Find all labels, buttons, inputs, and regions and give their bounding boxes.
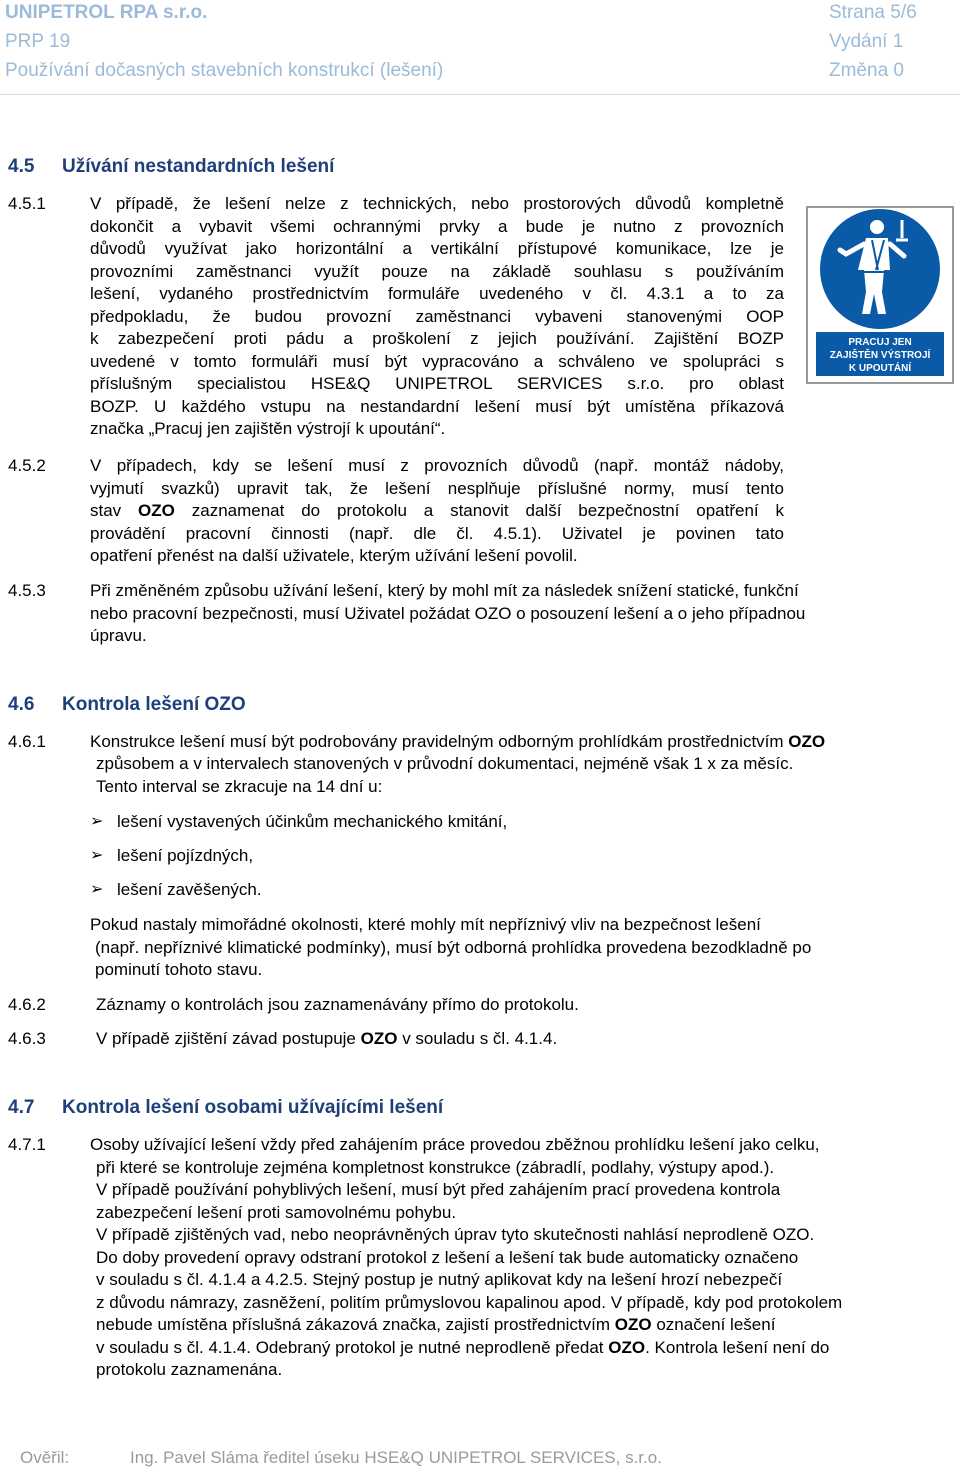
text-line: nebo pracovní bezpečnosti, musí Uživatel požádat OZO o posouzení lešení a o jeho případnou [90, 603, 806, 623]
text-line: V případě zjištěných vad, nebo neoprávněných úprav tyto skutečnosti nahlásí neprodleně OZO. [96, 1225, 815, 1244]
paragraph-4-6-1-line-2: způsobem a v intervalech stanovených v průvodní dokumentaci, nejméně však 1 x za měsíc. [96, 754, 794, 773]
text-line: při které se kontroluje zejména kompletnost konstrukce (zábradlí, podlahy, výstupy apod.). [96, 1157, 775, 1177]
paragraph-4-6-2: Záznamy o kontrolách jsou zaznamenávány přímo do protokolu. [96, 995, 579, 1014]
text-line: protokolu zaznamenána. [96, 1360, 283, 1379]
item-number-4-7-1: 4.7.1 [8, 1135, 46, 1154]
text-line: Při změněném způsobu užívání lešení, který by mohl mít za následek snížení statické, funkční [90, 581, 799, 600]
text-line: opatření přenést na další uživatele, kterým užívání lešení povolil. [90, 546, 578, 565]
item-number-4-6-2: 4.6.2 [8, 995, 46, 1014]
paragraph-4-6-1-note [90, 914, 950, 982]
paragraph-4-6-1-line-3: Tento interval se zkracuje na 14 dní u: [96, 777, 383, 796]
footer-label: Ověřil: [20, 1448, 70, 1467]
header-row-3 [0, 60, 960, 90]
section-heading-4-6: 4.6 Kontrola lešení OZO [8, 694, 246, 715]
text-line: V případech, kdy se lešení musí z provozních důvodů (např. montáž nádoby, [90, 456, 784, 475]
text-line: stav OZO zaznamenat do protokolu a stanovit další bezpečnostní opatření k [90, 501, 784, 520]
item-number-4-6-3: 4.6.3 [8, 1029, 46, 1048]
item-number-4-6-1: 4.6.1 [8, 732, 46, 751]
text-line: uvedené v tomto formuláři musí být vypracováno a schváleno ve spolupráci s [90, 351, 784, 371]
text-line: úpravu. [90, 626, 147, 645]
sign-text-line-2: ZAJIŠTĚN VÝSTROJÍ [829, 350, 931, 361]
header-divider [0, 94, 960, 95]
text-line: pominutí tohoto stavu. [95, 960, 263, 979]
section-heading-4-7: 4.7 Kontrola lešení osobami užívajícími lešení [8, 1097, 444, 1118]
text-line: v souladu s čl. 4.1.4 a 4.2.5. Stejný postup je nutný aplikovat kdy na lešení hrozí nebezpečí [96, 1270, 783, 1289]
edition: Vydání 1 [829, 31, 904, 52]
arrow-bullet-icon: ➢ [90, 813, 104, 830]
text-line: dokončit a vybavit všemi ochrannými prvky a bude je nutno z provozních [90, 216, 784, 236]
text-line: k zabezpečení proti pádu a proškolení z jejich používání. Zajištění BOZP [90, 329, 784, 348]
arrow-bullet-icon: ➢ [90, 881, 104, 898]
paragraph-4-6-1-line-1: Konstrukce lešení musí být podrobovány pravidelným odborným prohlídkám prostřednictvím OZO [90, 732, 826, 751]
text-line: lešení, vydaného prostřednictvím formuláře uvedeného v čl. 4.3.1 a to za [90, 284, 784, 303]
sign-text-line-1: PRACUJ JEN [848, 337, 912, 348]
text-line: předpokladu, že budou provozní zaměstnanci vybaveni stanovenými OOP [90, 306, 784, 326]
text-line: zabezpečení lešení proti samovolnému pohybu. [96, 1202, 457, 1222]
sign-text-line-3: K UPOUTÁNÍ [848, 363, 912, 374]
text-line: Osoby užívající lešení vždy před zahájením práce provedou zběžnou prohlídku lešení jako celku, [90, 1135, 820, 1154]
text-line: provádění pracovní činnosti (např. dle čl. 4.5.1). Uživatel je povinen tato [90, 523, 784, 543]
company-name: UNIPETROL RPA s.r.o. [5, 2, 208, 23]
paragraph-4-5-1 [90, 193, 784, 441]
paragraph-4-5-2 [90, 455, 784, 568]
text-line: (např. nepříznivé klimatické podmínky), musí být odborná prohlídka provedena bezodkladně po [95, 937, 812, 957]
change-number: Změna 0 [829, 60, 904, 81]
arrow-bullet-icon: ➢ [90, 847, 104, 864]
paragraph-4-6-3: V případě zjištění závad postupuje OZO v souladu s čl. 4.1.4. [96, 1029, 558, 1048]
text-line: důvodů využívat jako horizontální a vertikální přístupové komunikace, lze je [90, 239, 784, 258]
text-line: V případě, že lešení nelze z technických, nebo prostorových důvodů kompletně [90, 194, 784, 213]
text-line: vyjmutí svazků) upravit tak, že lešení nesplňuje příslušné normy, musí tento [90, 478, 784, 498]
text-line: BOZP. U každého vstupu na nestandardní lešení musí být umístěna příkazová [90, 396, 784, 416]
document-id: PRP 19 [5, 31, 71, 52]
paragraph-4-7-1 [90, 1134, 950, 1382]
page-number: Strana 5/6 [829, 2, 917, 23]
text-line: příslušným specialistou HSE&Q UNIPETROL SERVICES s.r.o. pro oblast [90, 374, 784, 393]
text-line: Pokud nastaly mimořádné okolnosti, které mohly mít nepříznivý vliv na bezpečnost lešení [90, 915, 761, 934]
text-line: Do doby provedení opravy odstraní protokol z lešení a lešení tak bude automaticky označeno [96, 1247, 799, 1267]
text-line: v souladu s čl. 4.1.4. Odebraný protokol je nutné neprodleně předat OZO. Kontrola lešení není do [96, 1337, 830, 1357]
text-line: nebude umístěna příslušná zákazová značka, zajistí prostřednictvím OZO označení lešení [96, 1315, 776, 1334]
text-line: značka „Pracuj jen zajištěn výstrojí k upoutání“. [90, 419, 446, 438]
paragraph-4-5-3 [90, 580, 950, 648]
footer-verifier: Ing. Pavel Sláma ředitel úseku HSE&Q UNIPETROL SERVICES, s.r.o. [130, 1448, 662, 1467]
text-line: V případě používání pohyblivých lešení, musí být před zahájením prací provedena kontrola [96, 1180, 781, 1199]
text-line: provozními zaměstnanci využít pouze na základě souhlasu s používáním [90, 261, 784, 281]
header-row-1 [0, 2, 960, 32]
item-number-4-5-2: 4.5.2 [8, 456, 46, 475]
item-number-4-5-3: 4.5.3 [8, 581, 46, 600]
text-line: z důvodu námrazy, zasněžení, politím průmyslovou kapalinou apod. V případě, kdy pod protokolem [96, 1292, 843, 1312]
document-title: Používání dočasných stavebních konstrukcí (lešení) [5, 60, 444, 81]
mandatory-harness-sign [806, 206, 954, 384]
header-row-2 [0, 31, 960, 61]
item-number-4-5-1: 4.5.1 [8, 194, 46, 213]
section-heading-4-5: 4.5 Užívání nestandardních lešení [8, 156, 335, 177]
